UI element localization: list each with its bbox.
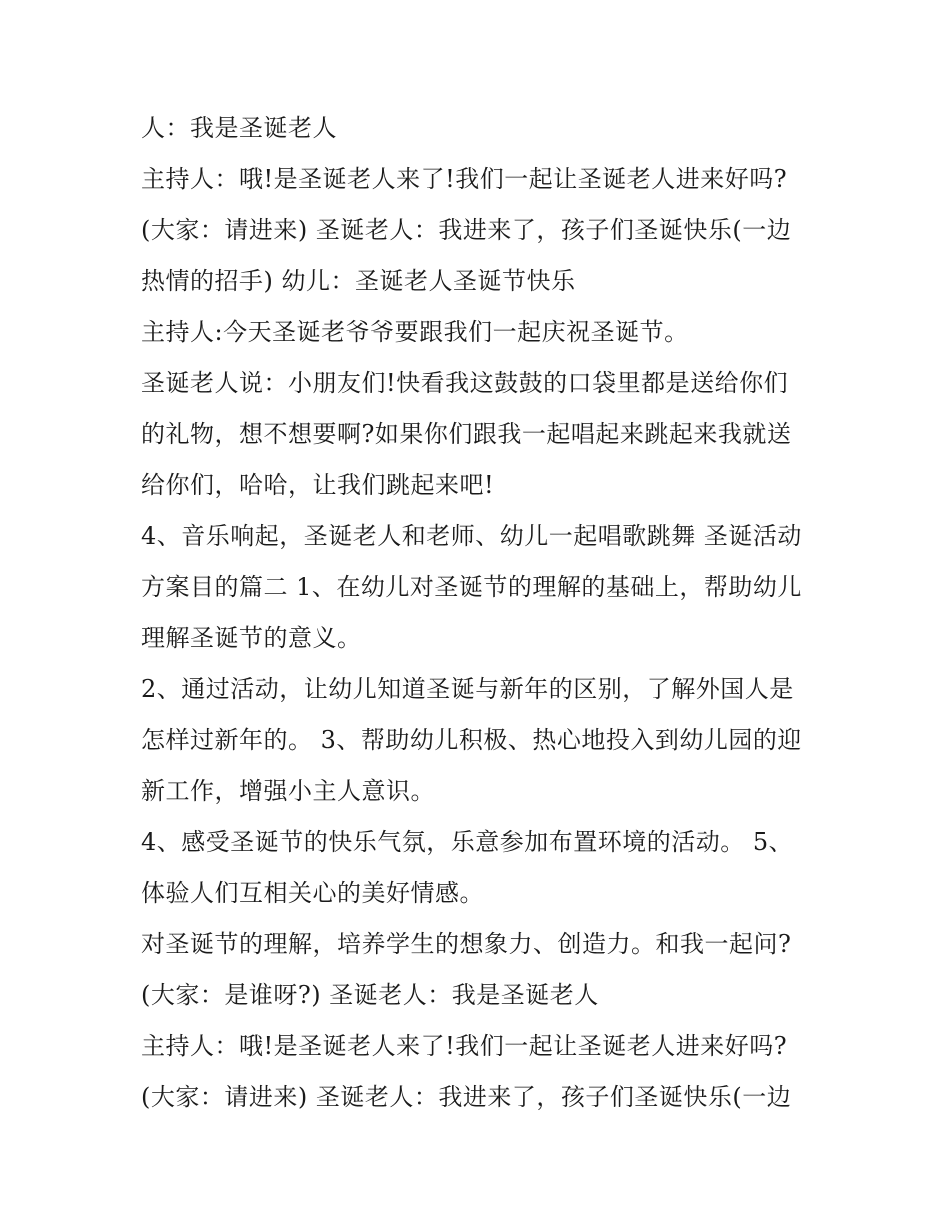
text-line-8: 给你们，哈哈，让我们跳起来吧!: [141, 471, 495, 499]
text-line-4: 热情的招手) 幼儿：圣诞老人圣诞节快乐: [141, 267, 576, 295]
text-line-19: 主持人：哦!是圣诞老人来了!我们一起让圣诞老人进来好吗?: [141, 1032, 788, 1060]
text-line-9: 4、音乐响起，圣诞老人和老师、幼儿一起唱歌跳舞 圣诞活动: [141, 522, 802, 550]
text-line-1: 人：我是圣诞老人: [141, 114, 337, 142]
text-line-14: 新工作，增强小主人意识。: [141, 777, 435, 805]
text-line-7: 的礼物，想不想要啊?如果你们跟我一起唱起来跳起来我就送: [141, 420, 792, 448]
text-line-3: (大家：请进来) 圣诞老人：我进来了，孩子们圣诞快乐(一边: [141, 216, 792, 244]
text-line-13: 怎样过新年的。 3、帮助幼儿积极、热心地投入到幼儿园的迎: [141, 726, 802, 754]
text-line-11: 理解圣诞节的意义。: [141, 624, 362, 652]
text-line-16: 体验人们互相关心的美好情感。: [141, 879, 484, 907]
text-line-17: 对圣诞节的理解，培养学生的想象力、创造力。和我一起问?: [141, 930, 792, 958]
text-line-2: 主持人：哦!是圣诞老人来了!我们一起让圣诞老人进来好吗?: [141, 165, 788, 193]
text-line-20: (大家：请进来) 圣诞老人：我进来了，孩子们圣诞快乐(一边: [141, 1083, 792, 1111]
text-line-6: 圣诞老人说：小朋友们!快看我这鼓鼓的口袋里都是送给你们: [141, 369, 789, 397]
text-line-18: (大家：是谁呀?) 圣诞老人：我是圣诞老人: [141, 981, 599, 1009]
document-body: [141, 103, 821, 1123]
text-line-15: 4、感受圣诞节的快乐气氛，乐意参加布置环境的活动。 5、: [141, 828, 794, 856]
text-line-10: 方案目的篇二 1、在幼儿对圣诞节的理解的基础上，帮助幼儿: [141, 573, 802, 601]
text-line-5: 主持人:今天圣诞老爷爷要跟我们一起庆祝圣诞节。: [141, 318, 689, 346]
text-line-12: 2、通过活动，让幼儿知道圣诞与新年的区别，了解外国人是: [141, 675, 794, 703]
